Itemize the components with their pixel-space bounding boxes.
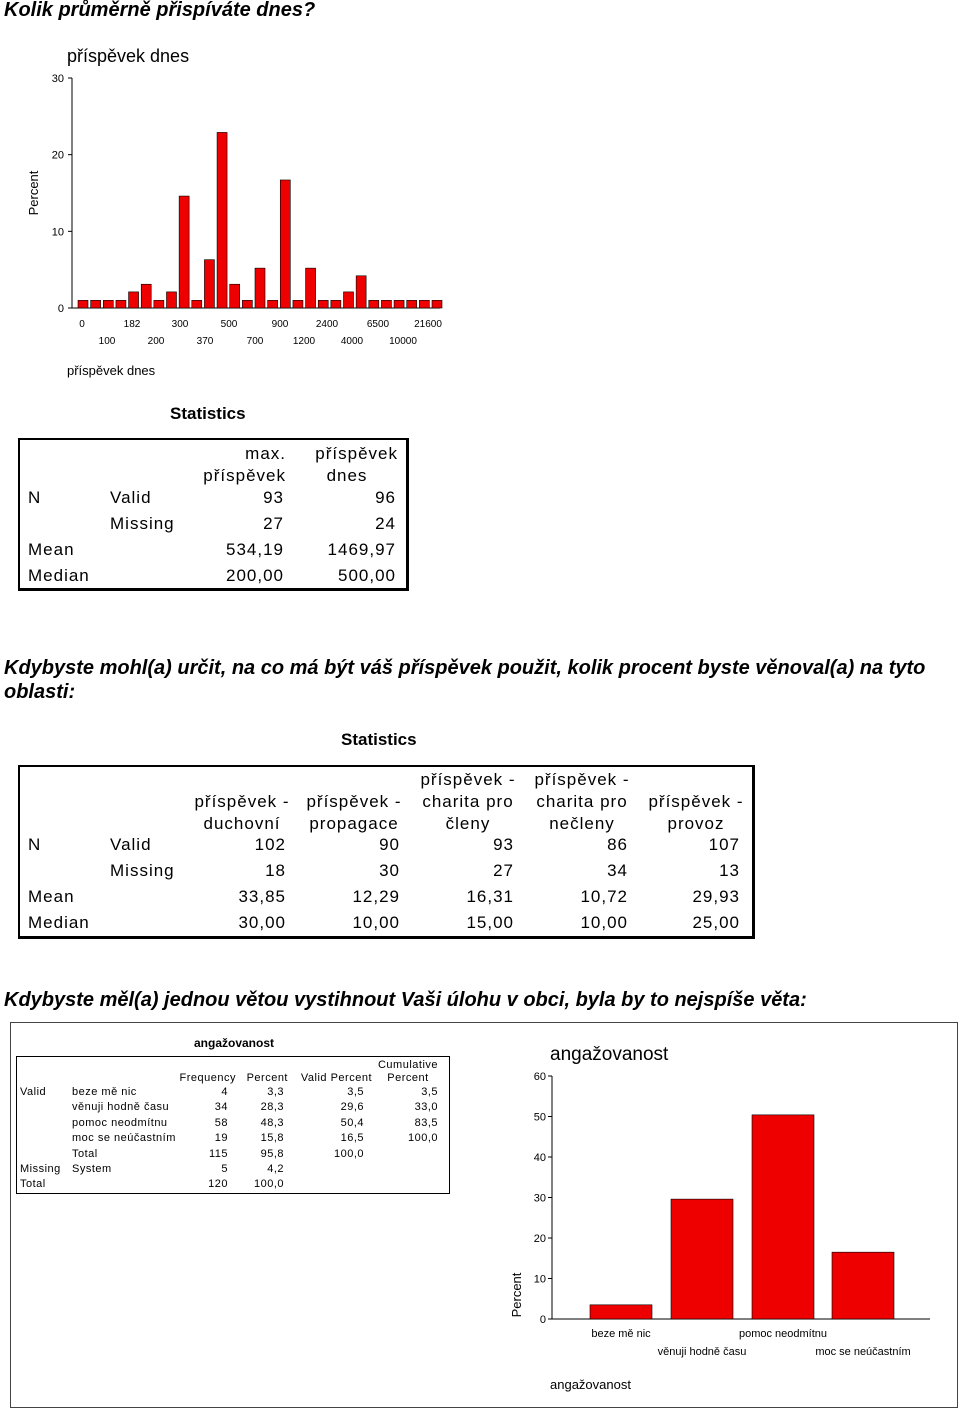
header-duchovni-line3: duchovní: [203, 814, 281, 833]
mean-value: 33,85: [238, 887, 286, 906]
question-2-title-line2: oblasti:: [4, 681, 76, 703]
statistics-1-title: Statistics: [170, 404, 246, 423]
mean-value: 534,19: [226, 540, 284, 559]
header-neclenove-line1: příspěvek -: [534, 770, 630, 789]
col1-header-line1: max.: [245, 444, 286, 463]
bar: [268, 300, 278, 308]
mean-value: 12,29: [352, 887, 400, 906]
freq-valid-percent: 100,0: [333, 1147, 364, 1160]
y-tick-label: 20: [51, 149, 64, 162]
bar: [293, 300, 303, 308]
bar: [432, 300, 442, 308]
bar: [129, 292, 139, 308]
freq-row-label: beze mě nic: [72, 1086, 137, 1098]
freq-percent: 28,3: [260, 1101, 284, 1114]
freq-header-cumulative-percent: Percent: [387, 1072, 429, 1084]
x-tick-label: 100: [98, 336, 116, 347]
x-tick-label: 1200: [292, 336, 316, 347]
question-2-title-line1: Kdybyste mohl(a) určit, na co má být váš příspěvek použit, kolik procent byste věnoval(a) na tyto: [4, 657, 926, 679]
header-propagace-line2: příspěvek -: [306, 792, 402, 811]
statistics-2-title: Statistics: [341, 730, 417, 749]
freq-valid-percent: 50,4: [340, 1116, 364, 1129]
bar: [116, 300, 126, 308]
col2-header-line2: dnes: [326, 466, 368, 485]
question-3-title: Kdybyste měl(a) jednou větou vystihnout Vaši úlohu v obci, byla by to nejspíše věta:: [4, 989, 807, 1011]
freq-frequency: 5: [221, 1163, 228, 1175]
bar: [91, 300, 101, 308]
x-tick-label: 182: [123, 319, 141, 330]
n-label: N: [28, 488, 42, 507]
chart-title: příspěvek dnes: [67, 46, 190, 66]
bar: [103, 300, 113, 308]
y-tick-label: 10: [51, 226, 64, 239]
bar: [179, 196, 189, 308]
histogram-chart-prispevek-dnes: [0, 30, 470, 390]
bar: [832, 1252, 894, 1319]
freq-row-group: Missing: [20, 1163, 61, 1175]
mean-value: 16,31: [466, 887, 514, 906]
header-provoz-line3: provoz: [667, 814, 725, 833]
freq-percent: 100,0: [253, 1178, 284, 1191]
y-tick-label: 10: [533, 1273, 546, 1286]
bar: [192, 300, 202, 308]
bar: [154, 300, 164, 308]
freq-frequency: 19: [214, 1132, 228, 1145]
missing-value: 27: [263, 514, 284, 533]
y-tick-label: 60: [533, 1071, 546, 1083]
header-duchovni-line2: příspěvek -: [194, 792, 290, 811]
bar-chart-angazovanost: [490, 1030, 950, 1400]
x-tick-label: věnuji hodně času: [657, 1346, 747, 1358]
y-tick-label: 30: [51, 73, 64, 85]
y-axis-label: Percent: [509, 1272, 524, 1318]
chart-title: angažovanost: [550, 1044, 669, 1065]
header-provoz-line2: příspěvek -: [648, 792, 744, 811]
x-axis-label: angažovanost: [550, 1377, 631, 1392]
x-tick-label: 4000: [340, 336, 364, 347]
freq-row-group: Total: [20, 1178, 46, 1191]
median-label: Median: [28, 566, 90, 585]
y-tick-label: 20: [533, 1233, 546, 1245]
x-tick-label: 370: [196, 336, 214, 347]
freq-percent: 15,8: [260, 1132, 284, 1145]
header-propagace-line3: propagace: [309, 814, 399, 833]
bar: [230, 284, 240, 308]
bar: [217, 132, 227, 308]
median-value: 15,00: [466, 913, 514, 932]
freq-percent: 3,3: [267, 1086, 284, 1098]
mean-value: 1469,97: [327, 540, 396, 559]
median-label: Median: [28, 913, 90, 932]
valid-value: 86: [607, 835, 628, 854]
median-value: 10,00: [352, 913, 400, 932]
valid-value: 90: [379, 835, 400, 854]
header-neclenove-line3: nečleny: [549, 814, 615, 833]
freq-header-percent: Percent: [246, 1072, 288, 1084]
freq-row-label: pomoc neodmítnu: [72, 1116, 168, 1129]
bar: [369, 300, 379, 308]
missing-value: 13: [719, 861, 740, 880]
x-axis-label: příspěvek dnes: [67, 363, 156, 378]
bar: [204, 260, 214, 308]
valid-value: 93: [493, 835, 514, 854]
bar: [141, 284, 151, 308]
bar: [590, 1305, 652, 1319]
freq-row-label: System: [72, 1163, 112, 1175]
bar: [318, 300, 328, 308]
header-clenove-line2: charita pro: [422, 792, 514, 811]
x-tick-label: 2400: [315, 319, 339, 330]
freq-frequency: 4: [221, 1086, 228, 1098]
freq-frequency: 120: [208, 1178, 228, 1191]
median-value: 500,00: [338, 566, 396, 585]
bar: [255, 268, 265, 308]
bar: [407, 300, 417, 308]
x-tick-label: 300: [171, 319, 189, 330]
bar: [167, 292, 177, 308]
bar: [752, 1115, 814, 1319]
bar: [242, 300, 252, 308]
freq-percent: 48,3: [260, 1116, 284, 1129]
freq-row-label: Total: [72, 1147, 98, 1160]
col2-header-line1: příspěvek: [315, 444, 398, 463]
freq-frequency: 115: [208, 1147, 228, 1160]
valid-label: Valid: [110, 488, 152, 507]
freq-valid-percent: 29,6: [340, 1101, 364, 1114]
freq-frequency: 58: [214, 1116, 228, 1129]
freq-header-cumulative: Cumulative: [377, 1059, 439, 1071]
x-tick-label: moc se neúčastním: [815, 1346, 911, 1358]
freq-cumulative-percent: 33,0: [414, 1101, 438, 1114]
y-tick-label: 0: [539, 1314, 546, 1326]
median-value: 200,00: [226, 566, 284, 585]
x-tick-label: 6500: [366, 319, 390, 330]
header-clenove-line3: členy: [445, 814, 491, 833]
bar: [381, 300, 391, 308]
y-axis-label: Percent: [26, 170, 41, 216]
x-tick-label: 500: [220, 319, 238, 330]
y-tick-label: 30: [533, 1192, 546, 1205]
bar: [78, 300, 88, 308]
missing-value: 34: [607, 861, 628, 880]
n-label: N: [28, 835, 42, 854]
bar: [331, 300, 341, 308]
col1-header-line2: příspěvek: [203, 466, 286, 485]
x-tick-label: 900: [271, 319, 289, 330]
missing-label: Missing: [110, 514, 175, 533]
freq-row-label: věnuji hodně času: [72, 1101, 170, 1114]
freq-percent: 95,8: [260, 1147, 284, 1160]
x-tick-label: pomoc neodmítnu: [738, 1328, 828, 1340]
valid-value: 102: [254, 835, 286, 854]
question-1-title: Kolik průměrně přispíváte dnes?: [4, 0, 316, 21]
missing-label: Missing: [110, 861, 175, 880]
bar: [394, 300, 404, 308]
x-tick-label: beze mě nic: [591, 1328, 651, 1340]
frequency-table-title: angažovanost: [194, 1036, 275, 1050]
freq-row-label: moc se neúčastním: [72, 1132, 176, 1145]
median-value: 10,00: [580, 913, 628, 932]
x-tick-label: 200: [147, 336, 165, 347]
bar: [356, 276, 366, 308]
missing-value: 27: [493, 861, 514, 880]
bar: [306, 268, 316, 308]
header-clenove-line1: příspěvek -: [420, 770, 516, 789]
x-tick-label: 0: [79, 319, 85, 330]
x-tick-label: 21600: [414, 319, 442, 330]
freq-cumulative-percent: 100,0: [407, 1132, 438, 1145]
y-tick-label: 50: [533, 1111, 546, 1124]
mean-value: 29,93: [692, 887, 740, 906]
freq-cumulative-percent: 83,5: [414, 1116, 438, 1129]
mean-label: Mean: [28, 540, 75, 559]
mean-value: 10,72: [580, 887, 628, 906]
freq-valid-percent: 3,5: [347, 1086, 364, 1098]
freq-header-valid-percent: Valid Percent: [300, 1072, 372, 1084]
bar: [419, 300, 429, 308]
y-tick-label: 40: [533, 1152, 546, 1164]
x-tick-label: 700: [246, 336, 264, 347]
missing-value: 18: [265, 861, 286, 880]
valid-value: 96: [375, 488, 396, 507]
valid-value: 93: [263, 488, 284, 507]
freq-valid-percent: 16,5: [340, 1132, 364, 1145]
freq-header-frequency: Frequency: [179, 1072, 236, 1084]
freq-percent: 4,2: [267, 1163, 284, 1175]
x-tick-label: 10000: [389, 336, 417, 347]
bar: [671, 1199, 733, 1319]
median-value: 25,00: [692, 913, 740, 932]
freq-frequency: 34: [214, 1101, 228, 1114]
mean-label: Mean: [28, 887, 75, 906]
bar: [280, 180, 290, 308]
header-neclenove-line2: charita pro: [536, 792, 628, 811]
valid-value: 107: [708, 835, 740, 854]
y-tick-label: 0: [57, 303, 64, 315]
bar: [344, 292, 354, 308]
missing-value: 24: [375, 514, 396, 533]
missing-value: 30: [379, 861, 400, 880]
valid-label: Valid: [110, 835, 152, 854]
median-value: 30,00: [238, 913, 286, 932]
freq-row-group: Valid: [20, 1086, 47, 1098]
freq-cumulative-percent: 3,5: [421, 1086, 438, 1098]
